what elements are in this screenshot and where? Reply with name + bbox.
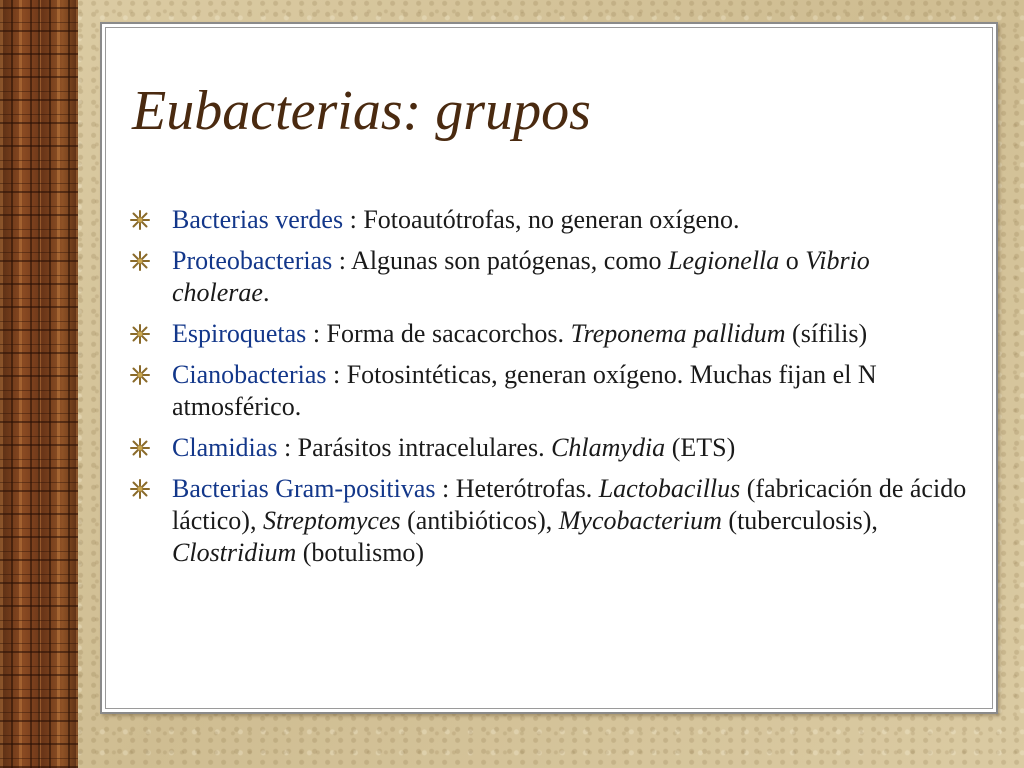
bullet-item-5 (172, 432, 972, 464)
bullet-item-4 (172, 359, 972, 423)
bullet-term: Clamidias (172, 433, 278, 462)
bullet-description: (sífilis) (785, 319, 868, 348)
bullet-description: : Fotoautótrofas, no generan oxígeno. (349, 205, 740, 234)
bullet-species-name: Lactobacillus (598, 474, 741, 503)
bullet-item-2 (172, 245, 972, 309)
bullet-species-name: Clostridium (172, 538, 297, 567)
wood-texture-strip (0, 0, 78, 768)
starburst-bullet-icon (130, 251, 150, 271)
bullet-item-3 (172, 318, 972, 350)
bullet-description: . (262, 278, 270, 307)
bullet-species-name: Chlamydia (551, 433, 666, 462)
bullet-description: : Fotosintéticas, generan oxígeno. Muchas fijan el N atmosférico. (172, 360, 877, 421)
bullet-species-name: Treponema pallidum (570, 319, 786, 348)
bullet-description: o (779, 246, 806, 275)
bullet-list (172, 204, 972, 578)
starburst-bullet-icon (130, 438, 150, 458)
bullet-term: Cianobacterias (172, 360, 327, 389)
starburst-bullet-icon (130, 479, 150, 499)
bullet-item-6 (172, 473, 972, 569)
starburst-bullet-icon (130, 324, 150, 344)
slide-content-panel (100, 22, 998, 714)
bullet-description: (antibióticos), (400, 506, 559, 535)
starburst-bullet-icon (130, 210, 150, 230)
bullet-description: (tuberculosis), (721, 506, 878, 535)
bullet-description: (botulismo) (296, 538, 425, 567)
bullet-description: : Forma de sacacorchos. (312, 319, 571, 348)
bullet-species-name: Mycobacterium (558, 506, 722, 535)
bullet-description: : Heterótrofas. (442, 474, 599, 503)
bullet-item-1 (172, 204, 972, 236)
bullet-species-name: Legionella (668, 246, 780, 275)
bullet-term: Bacterias Gram-positivas (172, 474, 436, 503)
bullet-term: Espiroquetas (172, 319, 307, 348)
bullet-species-name: Vibrio cholerae (172, 246, 870, 307)
bullet-term: Proteobacterias (172, 246, 333, 275)
bullet-description: : Parásitos intracelulares. (283, 433, 552, 462)
bullet-species-name: Streptomyces (262, 506, 401, 535)
bullet-description: : Algunas son patógenas, como (338, 246, 669, 275)
starburst-bullet-icon (130, 365, 150, 385)
slide-title: Eubacterias: grupos (132, 80, 591, 142)
bullet-description: (ETS) (665, 433, 736, 462)
bullet-term: Bacterias verdes (172, 205, 344, 234)
bullet-description: (fabricación de ácido láctico), (172, 474, 967, 535)
